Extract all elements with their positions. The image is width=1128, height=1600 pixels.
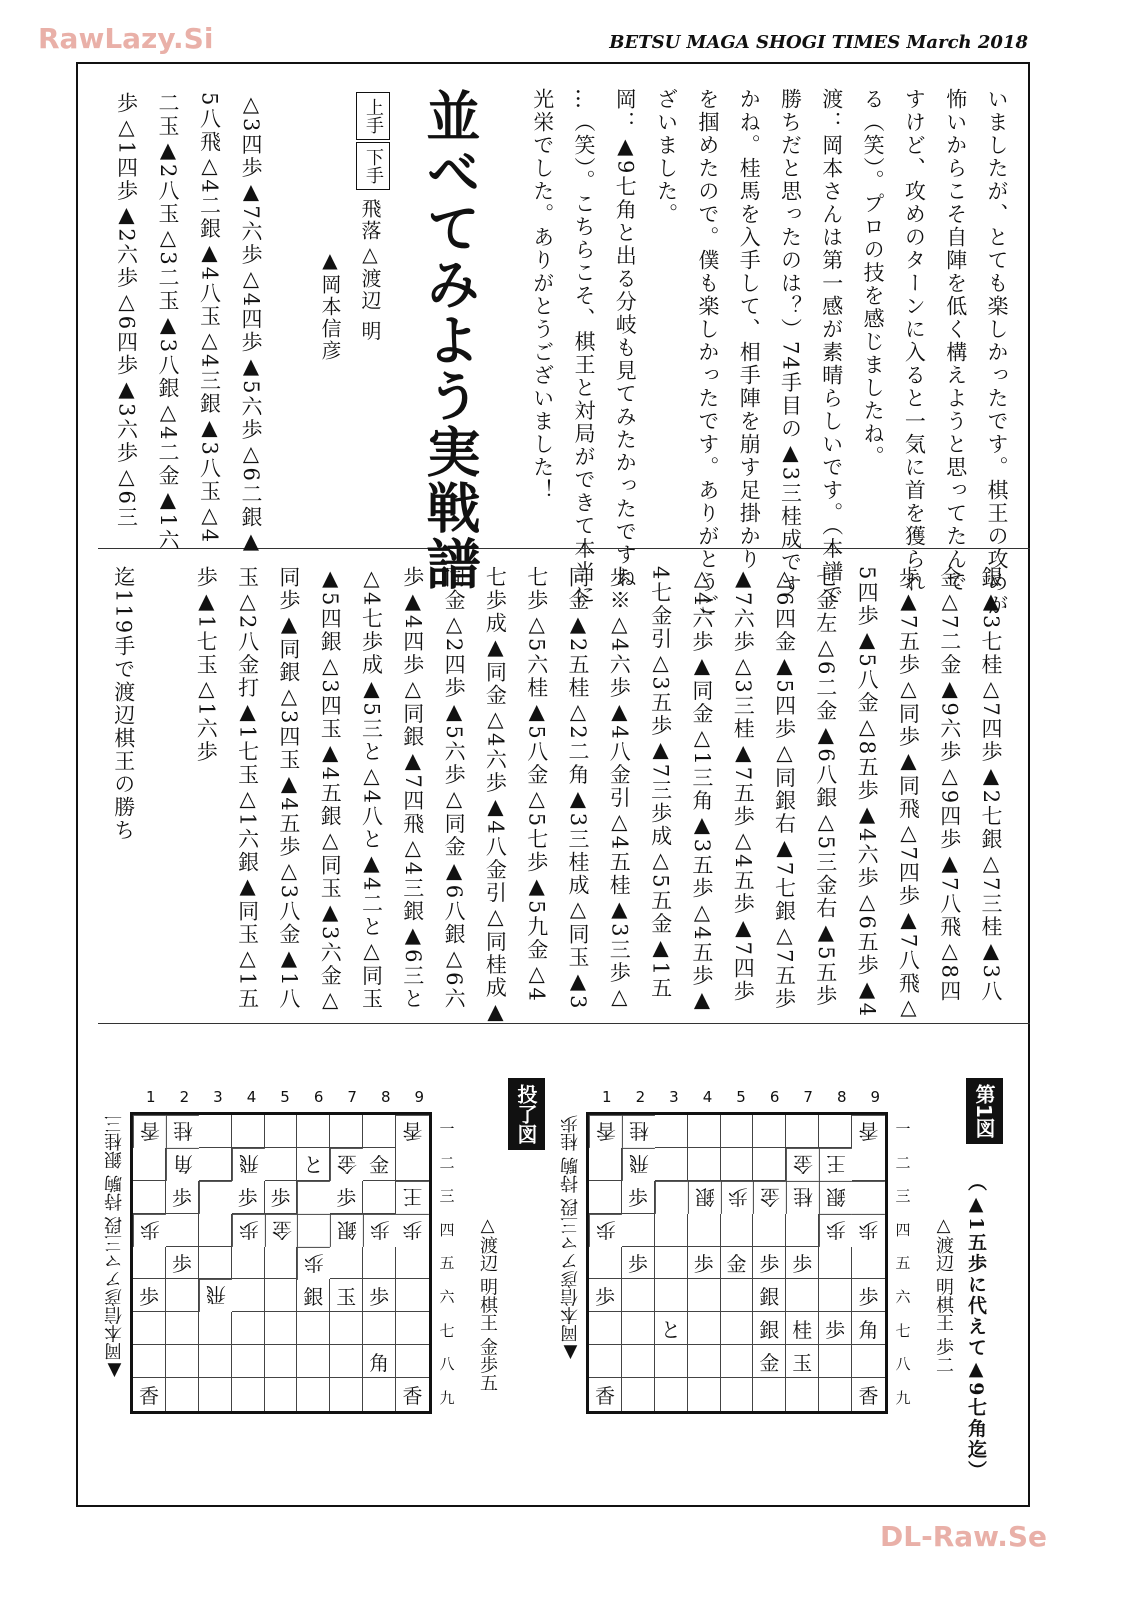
board-piece: 銀 (330, 1214, 363, 1247)
board-piece: 歩 (786, 1247, 819, 1280)
board-square (589, 1181, 622, 1214)
board-square (199, 1214, 232, 1247)
board-square (655, 1345, 688, 1378)
board-square (622, 1345, 655, 1378)
board-square (297, 1115, 330, 1148)
move-line: 歩▲7五歩△同歩▲同飛△7四歩▲7八飛△ (896, 566, 921, 1022)
board-square (819, 1279, 852, 1312)
board-square (655, 1181, 688, 1214)
move-line: 歩▲4四歩△同銀▲7四飛△4三銀▲6三と (400, 566, 425, 1011)
board-piece: 玉 (786, 1345, 819, 1378)
board-square (363, 1181, 396, 1214)
board-square (297, 1345, 330, 1378)
interview-line: 勝ちだと思ったのは？）74手目の▲3三桂成です (778, 88, 803, 598)
file-label: 6 (313, 1088, 324, 1106)
board-piece: 王 (396, 1181, 429, 1214)
board-square (265, 1312, 298, 1345)
divider-top (98, 548, 1030, 549)
board-square (396, 1312, 429, 1345)
board-square (330, 1345, 363, 1378)
board2-title: 投了図 (508, 1078, 545, 1150)
board-piece: 香 (396, 1115, 429, 1148)
board-square (166, 1279, 199, 1312)
file-label: 7 (803, 1088, 813, 1106)
board-piece: 歩 (622, 1247, 655, 1280)
board-piece: 香 (133, 1115, 166, 1148)
board2-rank-labels (437, 1112, 457, 1414)
move-line: 七歩成▲同金△4六歩▲4八金引△同桂成▲ (483, 566, 508, 1026)
board1-bottom-player: ▲岡本信彦アマ三段 持駒 桂歩 (560, 1115, 581, 1364)
board-piece: 桂 (166, 1115, 199, 1148)
board-square (819, 1247, 852, 1280)
move-line: 4七金引△3五歩▲7三歩成△5五金▲1五 (648, 566, 673, 1000)
interview-line: ざいました。 (654, 88, 679, 226)
board-square (199, 1148, 232, 1181)
board-piece: 歩 (133, 1214, 166, 1247)
rank-label: 四 (895, 1220, 911, 1239)
interview-line: 光栄でした。ありがとうございました！ (530, 88, 555, 502)
board-piece: 銀 (753, 1279, 786, 1312)
move-line: 金△7二金▲9六歩△9四歩▲7八飛△8四 (937, 566, 962, 1003)
board-square (199, 1115, 232, 1148)
board-square (721, 1115, 754, 1148)
board-square (655, 1115, 688, 1148)
board1 (586, 1112, 888, 1414)
board-square (786, 1214, 819, 1247)
board-piece: 歩 (166, 1247, 199, 1280)
file-label: 1 (602, 1088, 612, 1106)
move-line: △4六歩▲同金△1三角▲3五歩△4五歩▲ (689, 566, 714, 1014)
board-square (297, 1181, 330, 1214)
board-piece: 歩 (232, 1214, 265, 1247)
board-square (721, 1378, 754, 1411)
board1-rank-labels (893, 1112, 913, 1414)
role-lower: 下手 (356, 142, 390, 190)
board-square (721, 1345, 754, 1378)
board-piece: 歩 (166, 1181, 199, 1214)
board-square (330, 1378, 363, 1411)
move-line: 七金左△6二金▲6八銀△5三金右▲5五歩 (813, 566, 838, 1008)
board-square (265, 1279, 298, 1312)
file-label: 4 (246, 1088, 257, 1106)
interview-line: いましたが、とても楽しかったです。棋王の攻めが (985, 88, 1009, 617)
board-square (232, 1312, 265, 1345)
move-line: △6四金▲5四歩△同銀右▲7七銀△7五歩 (772, 566, 797, 1011)
board-square (265, 1345, 298, 1378)
board-square (688, 1312, 721, 1345)
rank-label: 二 (439, 1153, 455, 1172)
interview-line: る（笑）。プロの技を感じましたね。 (861, 88, 886, 469)
board-square (133, 1247, 166, 1280)
rank-label: 六 (895, 1288, 911, 1306)
rank-label: 九 (439, 1388, 455, 1407)
file-label: 5 (736, 1088, 746, 1106)
board-square (688, 1148, 721, 1181)
board-square (265, 1115, 298, 1148)
board-square (852, 1247, 885, 1280)
board-square (721, 1312, 754, 1345)
board-square (688, 1115, 721, 1148)
board-square (232, 1279, 265, 1312)
file-label: 9 (870, 1088, 881, 1106)
board-piece: 桂 (786, 1181, 819, 1214)
role-upper: 上手 (356, 92, 390, 140)
move-line: 銀▲3七桂△7四歩▲2七銀△7三桂▲3八 (979, 566, 1003, 1003)
board-piece: 銀 (753, 1312, 786, 1345)
board2-top-player: △渡辺 明棋王 金歩五 (477, 1215, 498, 1392)
board-piece: 角 (852, 1312, 885, 1345)
board-piece: 香 (589, 1115, 622, 1148)
board-piece: 歩 (721, 1181, 754, 1214)
board-square (852, 1181, 885, 1214)
move-line: 同金▲2五桂△2二角▲3三桂成△同玉▲3 (566, 566, 590, 1011)
board2-bottom-player: ▲岡本信彦アマ三段 持駒 銀桂三 (104, 1115, 125, 1382)
board-square (330, 1247, 363, 1280)
board-piece: 歩 (819, 1214, 852, 1247)
board1-caption: （▲1五歩に代えて▲9七角迄） (965, 1172, 987, 1482)
board-piece: 歩 (589, 1279, 622, 1312)
rank-label: 七 (895, 1321, 911, 1340)
board-piece: 歩 (363, 1214, 396, 1247)
board-square (622, 1312, 655, 1345)
board-square (330, 1312, 363, 1345)
board-square (688, 1279, 721, 1312)
move-line: △4七歩成▲5三と△4八と▲4二と△同玉 (359, 566, 384, 1011)
board-square (199, 1345, 232, 1378)
board-piece: 王 (819, 1148, 852, 1181)
board-square (199, 1312, 232, 1345)
move-line: ▲7六歩△3三桂▲7五歩△4五歩▲7四歩 (731, 566, 756, 1003)
rank-label: 八 (895, 1355, 911, 1374)
board-square (622, 1378, 655, 1411)
move-line: 迄119手で渡辺棋王の勝ち (111, 566, 136, 843)
file-label: 9 (414, 1088, 425, 1106)
board-square (166, 1378, 199, 1411)
board-piece: 歩 (622, 1181, 655, 1214)
board-piece: 銀 (688, 1181, 721, 1214)
rank-label: 六 (439, 1288, 455, 1306)
board-square (232, 1378, 265, 1411)
board-piece: 銀 (819, 1181, 852, 1214)
board-square (133, 1312, 166, 1345)
file-label: 5 (280, 1088, 290, 1106)
rank-label: 五 (439, 1254, 455, 1273)
board-square (589, 1345, 622, 1378)
board-piece: 香 (402, 1384, 423, 1409)
move-line: 5四歩▲5八金△8五歩▲4六歩△6五歩▲4 (855, 566, 880, 1019)
board-square (265, 1148, 298, 1181)
board-piece: 歩 (396, 1214, 429, 1247)
board-piece: 金 (753, 1345, 786, 1378)
board-square (363, 1378, 396, 1411)
kifu-title: 並べてみよう実戦譜 (418, 88, 482, 592)
move-line: 二玉▲2八玉△3二玉▲3八銀△4二金▲1六 (156, 92, 180, 552)
board-square (753, 1115, 786, 1148)
board-square (363, 1247, 396, 1280)
board-piece: 香 (852, 1115, 885, 1148)
magazine-header: BETSU MAGA SHOGI TIMES March 2018 (609, 32, 1028, 53)
board-piece: 金 (753, 1181, 786, 1214)
rank-label: 一 (895, 1120, 911, 1139)
move-line: △3四歩▲7六歩△4四歩▲5六歩△6二銀▲ (239, 92, 263, 555)
board-square (753, 1214, 786, 1247)
rank-label: 二 (895, 1153, 911, 1172)
board-square (819, 1345, 852, 1378)
board-square (396, 1345, 429, 1378)
board-square (133, 1148, 166, 1181)
board-piece: 歩 (297, 1247, 330, 1280)
board-piece: 歩 (330, 1181, 363, 1214)
board-square (166, 1312, 199, 1345)
move-line: 歩※△4六歩▲4八金引△4五桂▲3三歩△ (607, 566, 632, 1011)
board-piece: 金 (330, 1148, 363, 1181)
board-piece: 桂 (786, 1312, 819, 1345)
board-square (265, 1247, 298, 1280)
board-square (133, 1181, 166, 1214)
interview-line: すけど、攻めのターンに入ると一気に首を獲られ (902, 88, 927, 594)
board-square (655, 1247, 688, 1280)
board-square (232, 1115, 265, 1148)
rank-label: 四 (439, 1220, 455, 1239)
rank-label: 八 (439, 1355, 455, 1374)
board-piece: と (655, 1312, 688, 1345)
rank-label: 七 (439, 1321, 455, 1340)
board-square (589, 1312, 622, 1345)
file-label: 8 (836, 1088, 847, 1106)
board2 (130, 1112, 432, 1414)
board-square (688, 1378, 721, 1411)
board-square (622, 1214, 655, 1247)
board-square (655, 1148, 688, 1181)
board-piece: 飛 (622, 1148, 655, 1181)
divider-bottom (98, 1023, 1030, 1024)
board-piece: 金 (786, 1148, 819, 1181)
board-square (232, 1345, 265, 1378)
board-piece: 飛 (232, 1148, 265, 1181)
board-square (232, 1247, 265, 1280)
board-square (655, 1378, 688, 1411)
move-line: 同金△2四歩▲5六歩△同金▲6八銀△6六 (442, 566, 467, 1011)
file-label: 2 (179, 1088, 190, 1106)
board-piece: 歩 (819, 1312, 852, 1345)
interview-line: を掴めたので。僕も楽しかったです。ありがとうご (695, 88, 720, 617)
board-piece: 歩 (852, 1279, 885, 1312)
rank-label: 九 (895, 1388, 911, 1407)
watermark-bottom: DL-Raw.Se (880, 1520, 1048, 1553)
board-square (330, 1115, 363, 1148)
board-piece: 歩 (753, 1247, 786, 1280)
board-piece: 金 (721, 1247, 754, 1280)
board-square (786, 1115, 819, 1148)
board-square (688, 1345, 721, 1378)
board-square (297, 1312, 330, 1345)
file-label: 2 (635, 1088, 646, 1106)
board-piece: 金 (265, 1214, 298, 1247)
board1-top-player: △渡辺 明棋王 歩二 (933, 1215, 954, 1374)
board-square (396, 1279, 429, 1312)
file-label: 8 (380, 1088, 391, 1106)
board-square (819, 1115, 852, 1148)
board-square (363, 1312, 396, 1345)
interview-line: 渡：岡本さんは第一感が素晴らしいです。（本譜で (819, 88, 844, 607)
board-square (721, 1279, 754, 1312)
file-label: 4 (702, 1088, 713, 1106)
board-square (786, 1279, 819, 1312)
board2-file-labels (134, 1088, 436, 1106)
board-square (199, 1181, 232, 1214)
player-lower: ▲岡本信彦 (318, 248, 342, 362)
board-piece: 香 (858, 1384, 879, 1409)
board-piece: 歩 (133, 1279, 166, 1312)
board-piece: と (297, 1148, 330, 1181)
rank-label: 三 (895, 1187, 911, 1206)
board-piece: 玉 (330, 1279, 363, 1312)
move-line: 七歩△5六桂▲5八金△5七歩▲5九金△4 (524, 566, 549, 1003)
board-square (297, 1378, 330, 1411)
board-square (265, 1378, 298, 1411)
interview-line: 岡：▲9七角と出る分岐も見てみたかったですね (613, 88, 638, 590)
board1-title: 第1図 (966, 1078, 1003, 1144)
board-square (199, 1247, 232, 1280)
move-line: 玉△2八金打▲1七玉△1六銀▲同玉△1五 (235, 566, 260, 1011)
move-line: 歩▲1七玉△1六歩 (194, 566, 219, 764)
board-square (166, 1214, 199, 1247)
board-square (786, 1378, 819, 1411)
file-label: 3 (669, 1088, 679, 1106)
move-line: 5八飛△4二銀▲4八玉△4三銀▲3八玉△4 (197, 92, 222, 545)
file-label: 7 (347, 1088, 357, 1106)
move-line: 同歩▲同銀△3四玉▲4五歩△3八金▲1八 (276, 566, 301, 1011)
board-square (655, 1214, 688, 1247)
board-square (753, 1378, 786, 1411)
interview-line: …（笑）。こちらこそ、棋王と対局ができて本当に (572, 88, 596, 607)
watermark-top: RawLazy.Si (38, 22, 214, 55)
board-square (852, 1148, 885, 1181)
board-piece: 桂 (622, 1115, 655, 1148)
board-square (753, 1148, 786, 1181)
board-square (655, 1279, 688, 1312)
board-square (721, 1148, 754, 1181)
board-piece: 角 (363, 1345, 396, 1378)
board-square (589, 1247, 622, 1280)
board-square (396, 1247, 429, 1280)
board-piece: 金 (363, 1148, 396, 1181)
board-square (166, 1345, 199, 1378)
file-label: 6 (769, 1088, 780, 1106)
rank-label: 五 (895, 1254, 911, 1273)
board-piece: 銀 (297, 1279, 330, 1312)
board-square (589, 1148, 622, 1181)
board-square (852, 1345, 885, 1378)
board-piece: 歩 (589, 1214, 622, 1247)
rank-label: 一 (439, 1120, 455, 1139)
player-upper: 飛落△渡辺 明 (358, 198, 382, 343)
board-square (688, 1214, 721, 1247)
board-piece: 飛 (199, 1279, 232, 1312)
file-label: 3 (213, 1088, 223, 1106)
file-label: 1 (146, 1088, 156, 1106)
board-square (396, 1148, 429, 1181)
board-piece: 歩 (265, 1181, 298, 1214)
interview-line: かね。桂馬を入手して、相手陣を崩す足掛かり (737, 88, 762, 571)
board-square (133, 1345, 166, 1378)
board-square (297, 1214, 330, 1247)
board-piece: 歩 (232, 1181, 265, 1214)
move-line: ▲5四銀△3四玉▲4五銀△同玉▲3六金△ (318, 566, 343, 1014)
rank-label: 三 (439, 1187, 455, 1206)
board1-file-labels (590, 1088, 892, 1106)
board-piece: 香 (589, 1378, 622, 1411)
board-square (819, 1378, 852, 1411)
interview-line: 怖いからこそ自陣を低く構えようと思ってたんで (943, 88, 968, 594)
move-line: 歩△1四歩▲2六歩△6四歩▲3六歩△6三 (114, 92, 139, 529)
board-square (199, 1378, 232, 1411)
board-piece: 香 (133, 1378, 166, 1411)
board-piece: 歩 (852, 1214, 885, 1247)
board-piece: 角 (166, 1148, 199, 1181)
board-square (622, 1279, 655, 1312)
board-square (721, 1214, 754, 1247)
board-piece: 歩 (688, 1247, 721, 1280)
board-piece: 歩 (363, 1279, 396, 1312)
board-square (363, 1115, 396, 1148)
